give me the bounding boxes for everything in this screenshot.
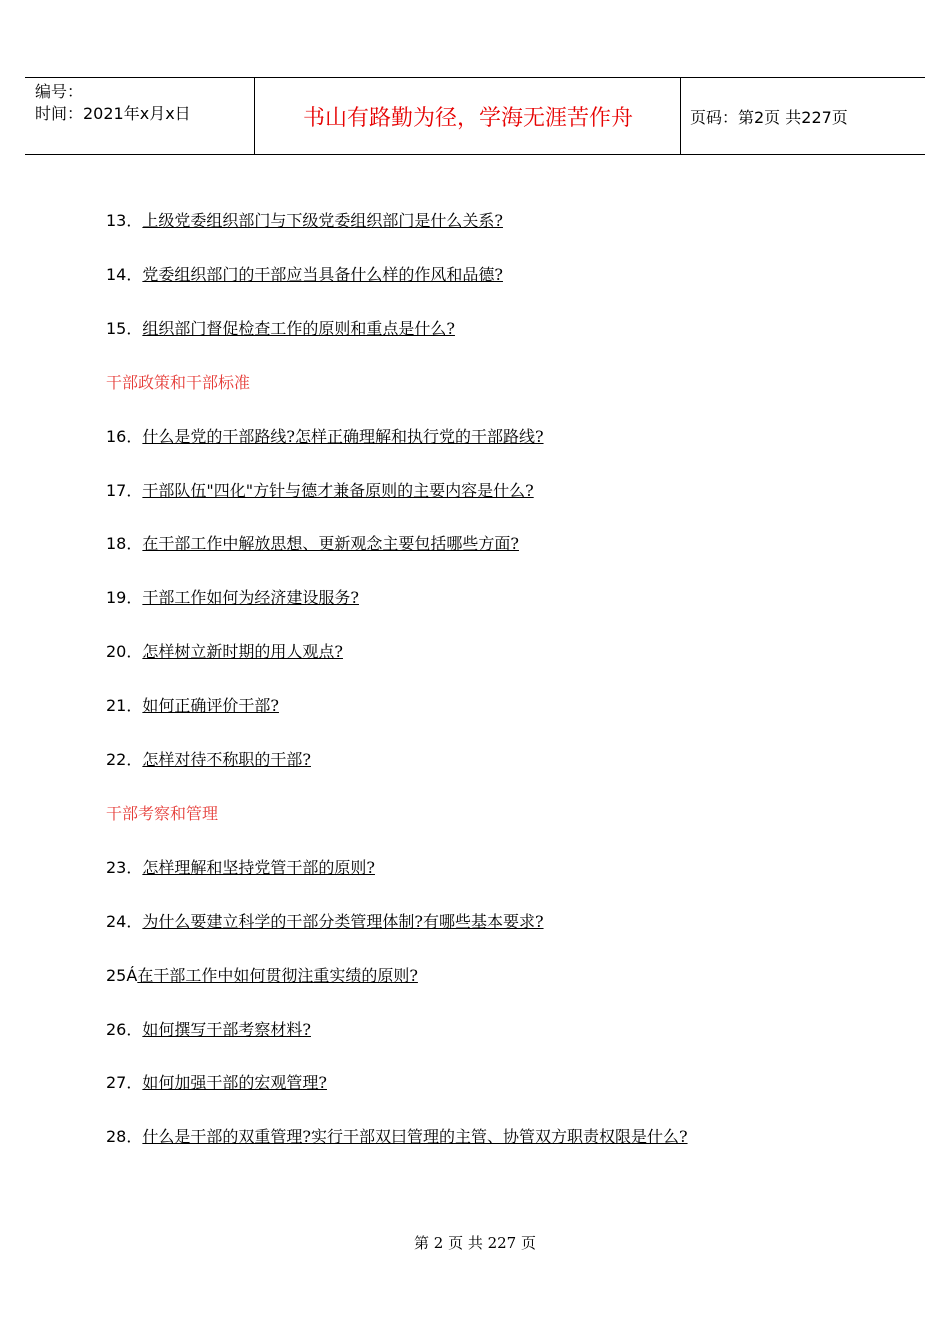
question-link[interactable]: 怎样树立新时期的用人观点? xyxy=(142,642,343,661)
document-number-label: 编号： xyxy=(35,82,84,101)
question-item xyxy=(106,1073,327,1093)
question-item xyxy=(106,427,544,447)
question-link[interactable]: 党委组织部门的干部应当具备什么样的作风和品德? xyxy=(142,265,503,284)
section-heading: 干部考察和管理 xyxy=(106,804,219,823)
question-item xyxy=(106,750,311,770)
question-number: 19． xyxy=(106,588,143,607)
question-number: 16． xyxy=(106,427,143,446)
page-footer: 第 2 页 共 227 页 xyxy=(413,1234,536,1252)
question-item xyxy=(106,319,455,339)
question-item xyxy=(106,858,375,878)
question-link[interactable]: 如何撰写干部考察材料? xyxy=(142,1020,311,1039)
question-item xyxy=(106,588,359,608)
question-link[interactable]: 怎样理解和坚持党管干部的原则? xyxy=(142,858,375,877)
question-number: 14． xyxy=(106,265,143,284)
question-number: 21． xyxy=(106,696,143,715)
question-link[interactable]: 怎样对待不称职的干部? xyxy=(142,750,311,769)
section-heading: 干部政策和干部标准 xyxy=(106,373,251,392)
question-number: 24． xyxy=(106,912,143,931)
question-item xyxy=(106,534,519,554)
question-number: 26． xyxy=(106,1020,143,1039)
question-number: 27． xyxy=(106,1073,143,1092)
question-number: 17． xyxy=(106,481,143,500)
question-number: 18． xyxy=(106,534,143,553)
question-number: 20． xyxy=(106,642,143,661)
question-link[interactable]: 干部队伍"四化"方针与德才兼备原则的主要内容是什么? xyxy=(142,481,534,500)
question-item xyxy=(106,1020,311,1040)
question-link[interactable]: 如何正确评价干部? xyxy=(142,696,279,715)
question-link[interactable]: 什么是党的干部路线?怎样正确理解和执行党的干部路线? xyxy=(142,427,544,446)
question-link[interactable]: 上级党委组织部门与下级党委组织部门是什么关系? xyxy=(142,211,503,230)
question-item xyxy=(106,1127,688,1147)
header-left-cell xyxy=(35,81,191,125)
question-link[interactable]: 组织部门督促检查工作的原则和重点是什么? xyxy=(142,319,455,338)
question-link[interactable]: 在干部工作中解放思想、更新观念主要包括哪些方面? xyxy=(142,534,519,553)
header-motto: 书山有路勤为径，学海无涯苦作舟 xyxy=(302,105,633,131)
question-item xyxy=(106,912,544,932)
page-header xyxy=(25,77,925,155)
document-time: 时间：2021年x月x日 xyxy=(35,104,191,123)
question-link[interactable]: 干部工作如何为经济建设服务? xyxy=(142,588,359,607)
question-item xyxy=(106,211,503,231)
question-number: 13． xyxy=(106,211,143,230)
header-page-info: 页码：第2页 共227页 xyxy=(690,107,848,127)
question-item xyxy=(106,265,503,285)
question-item xyxy=(106,966,418,986)
question-number: 25Á xyxy=(106,966,138,985)
question-link[interactable]: 为什么要建立科学的干部分类管理体制?有哪些基本要求? xyxy=(142,912,544,931)
question-link[interactable]: 什么是干部的双重管理?实行干部双曰管理的主管、协管双方职责权限是什么? xyxy=(142,1127,688,1146)
question-number: 15． xyxy=(106,319,143,338)
question-item xyxy=(106,696,279,716)
question-number: 22． xyxy=(106,750,143,769)
question-number: 23． xyxy=(106,858,143,877)
question-item xyxy=(106,642,343,662)
question-link[interactable]: 在干部工作中如何贯彻注重实绩的原则? xyxy=(137,966,418,985)
question-item xyxy=(106,481,534,501)
question-number: 28． xyxy=(106,1127,143,1146)
question-link[interactable]: 如何加强干部的宏观管理? xyxy=(142,1073,327,1092)
